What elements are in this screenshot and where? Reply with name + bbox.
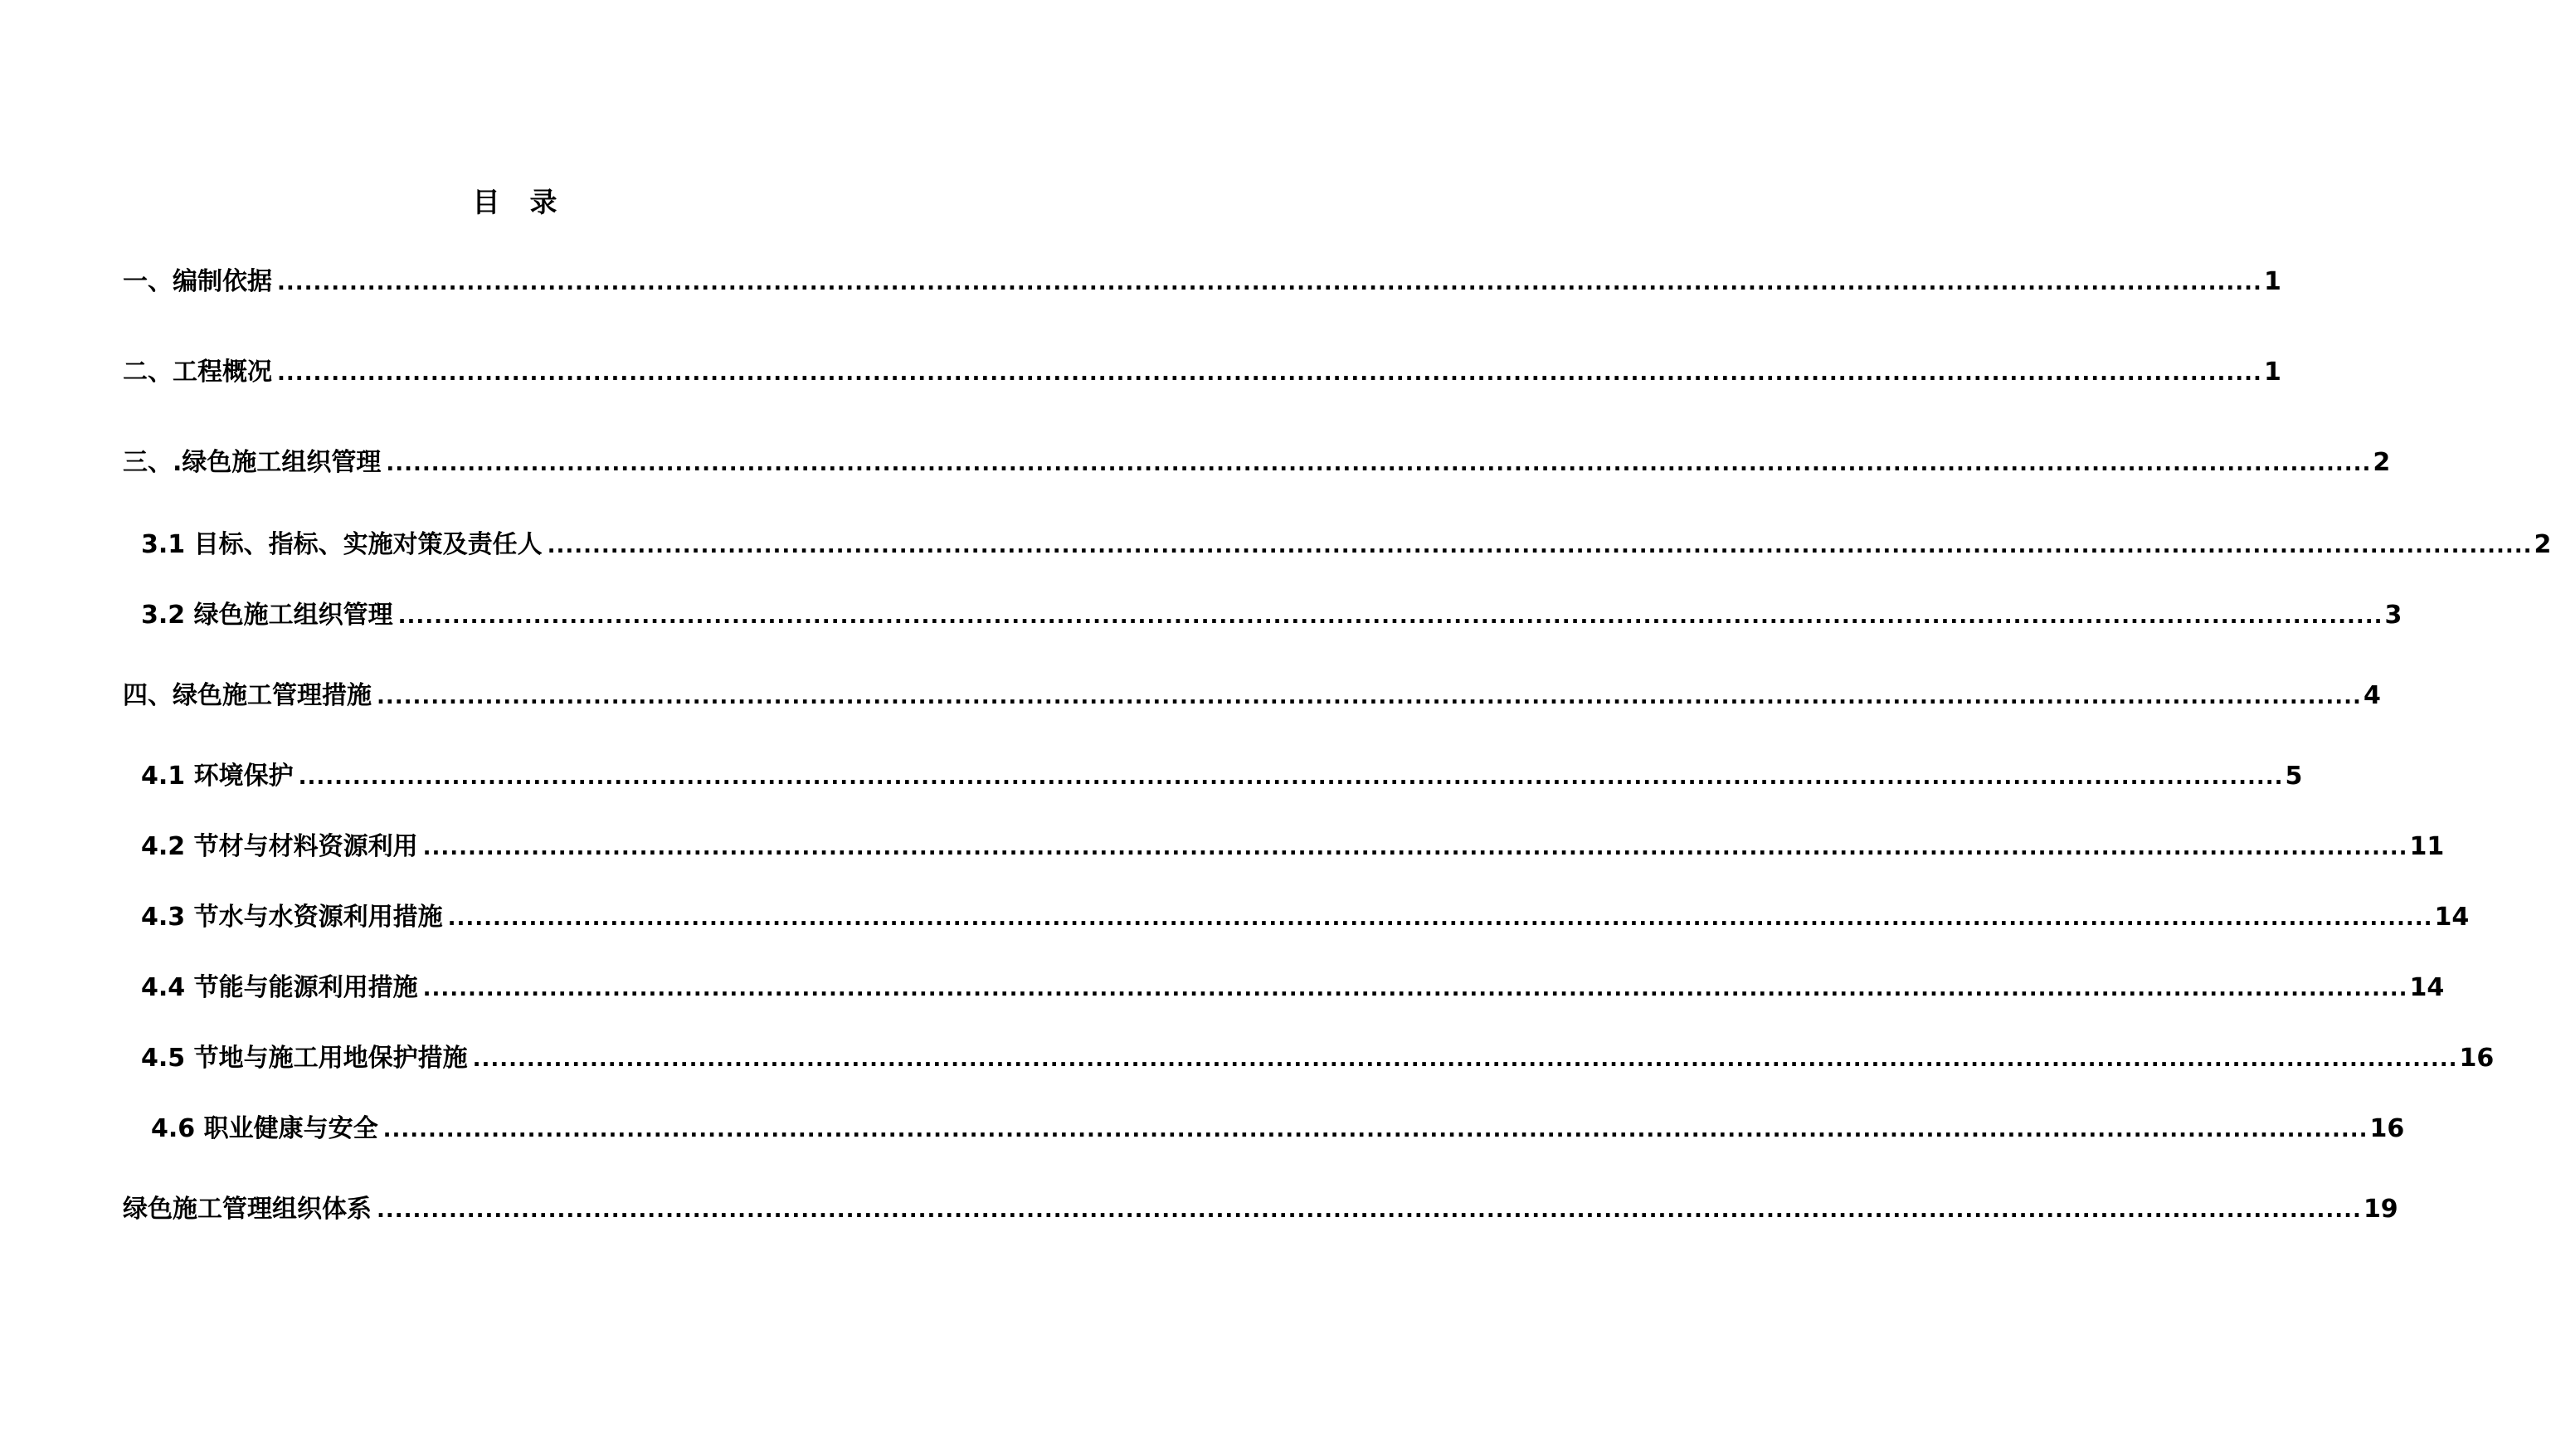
- toc-entry[interactable]: [141, 758, 2303, 795]
- toc-title-char: 录: [529, 186, 557, 218]
- toc-entry-page: 14: [2409, 973, 2445, 1002]
- dot-leader: ............................................................................................................................................................................................................................: [422, 835, 2408, 860]
- toc-title-char: 目: [472, 186, 500, 218]
- toc-entry-label: 4.5 节地与施工用地保护措施: [141, 1044, 468, 1073]
- toc-entry-label: 4.4 节能与能源利用措施: [141, 973, 418, 1002]
- dot-leader: ............................................................................................................................................................................................................................: [377, 1198, 2362, 1223]
- toc-entry[interactable]: [141, 1040, 2495, 1077]
- toc-entry-page: 5: [2285, 762, 2303, 791]
- toc-entry-page: 3: [2384, 601, 2403, 630]
- dot-leader: ............................................................................................................................................................................................................................: [397, 604, 2383, 629]
- toc-entry-label: 3.2 绿色施工组织管理: [141, 601, 393, 630]
- dot-leader: ............................................................................................................................................................................................................................: [472, 1047, 2458, 1072]
- toc-entry-page: 14: [2434, 903, 2470, 932]
- dot-leader: ............................................................................................................................................................................................................................: [298, 765, 2284, 790]
- toc-entry[interactable]: [123, 354, 2281, 391]
- toc-entry[interactable]: [123, 678, 2381, 714]
- toc-entry-label: 4.2 节材与材料资源利用: [141, 832, 418, 861]
- toc-entry-label: 绿色施工管理组织体系: [123, 1195, 372, 1224]
- dot-leader: ............................................................................................................................................................................................................................: [422, 976, 2408, 1001]
- toc-entry-page: 16: [2459, 1044, 2495, 1073]
- toc-entry[interactable]: [141, 597, 2403, 634]
- toc-title: [0, 184, 1030, 221]
- toc-entry-label: 二、工程概况: [123, 358, 272, 387]
- toc-entry-page: 1: [2263, 358, 2281, 387]
- toc-entry[interactable]: [151, 1111, 2405, 1147]
- dot-leader: ............................................................................................................................................................................................................................: [547, 533, 2533, 558]
- toc-entry-page: 1: [2263, 267, 2281, 296]
- dot-leader: ............................................................................................................................................................................................................................: [386, 451, 2372, 476]
- toc-entry[interactable]: [141, 970, 2445, 1006]
- toc-entry-page: 2: [2373, 448, 2391, 477]
- dot-leader: ............................................................................................................................................................................................................................: [382, 1118, 2368, 1142]
- toc-entry-page: 16: [2369, 1114, 2405, 1143]
- toc-entry[interactable]: [123, 264, 2281, 300]
- dot-leader: ............................................................................................................................................................................................................................: [277, 270, 2262, 295]
- toc-entry-label: 4.3 节水与水资源利用措施: [141, 903, 443, 932]
- toc-entry-page: 19: [2363, 1195, 2398, 1224]
- toc-entry-label: 3.1 目标、指标、实施对策及责任人: [141, 530, 543, 559]
- dot-leader: ............................................................................................................................................................................................................................: [447, 906, 2433, 931]
- toc-entry[interactable]: [141, 899, 2470, 936]
- dot-leader: ............................................................................................................................................................................................................................: [377, 684, 2362, 709]
- toc-entry-label: 四、绿色施工管理措施: [123, 681, 372, 710]
- toc-entry-label: 4.6 职业健康与安全: [151, 1114, 378, 1143]
- toc-entry[interactable]: [141, 527, 2551, 563]
- toc-entry-label: 三、.绿色施工组织管理: [123, 448, 382, 477]
- toc-entry-label: 4.1 环境保护: [141, 762, 294, 791]
- toc-entry[interactable]: [123, 1191, 2398, 1228]
- toc-entry-page: 2: [2534, 530, 2551, 559]
- toc-entry-page: 11: [2409, 832, 2445, 861]
- toc-entry[interactable]: [123, 445, 2391, 481]
- dot-leader: ............................................................................................................................................................................................................................: [277, 361, 2262, 386]
- toc-entry-page: 4: [2363, 681, 2381, 710]
- toc-entry-label: 一、编制依据: [123, 267, 272, 296]
- toc-entry[interactable]: [141, 829, 2445, 865]
